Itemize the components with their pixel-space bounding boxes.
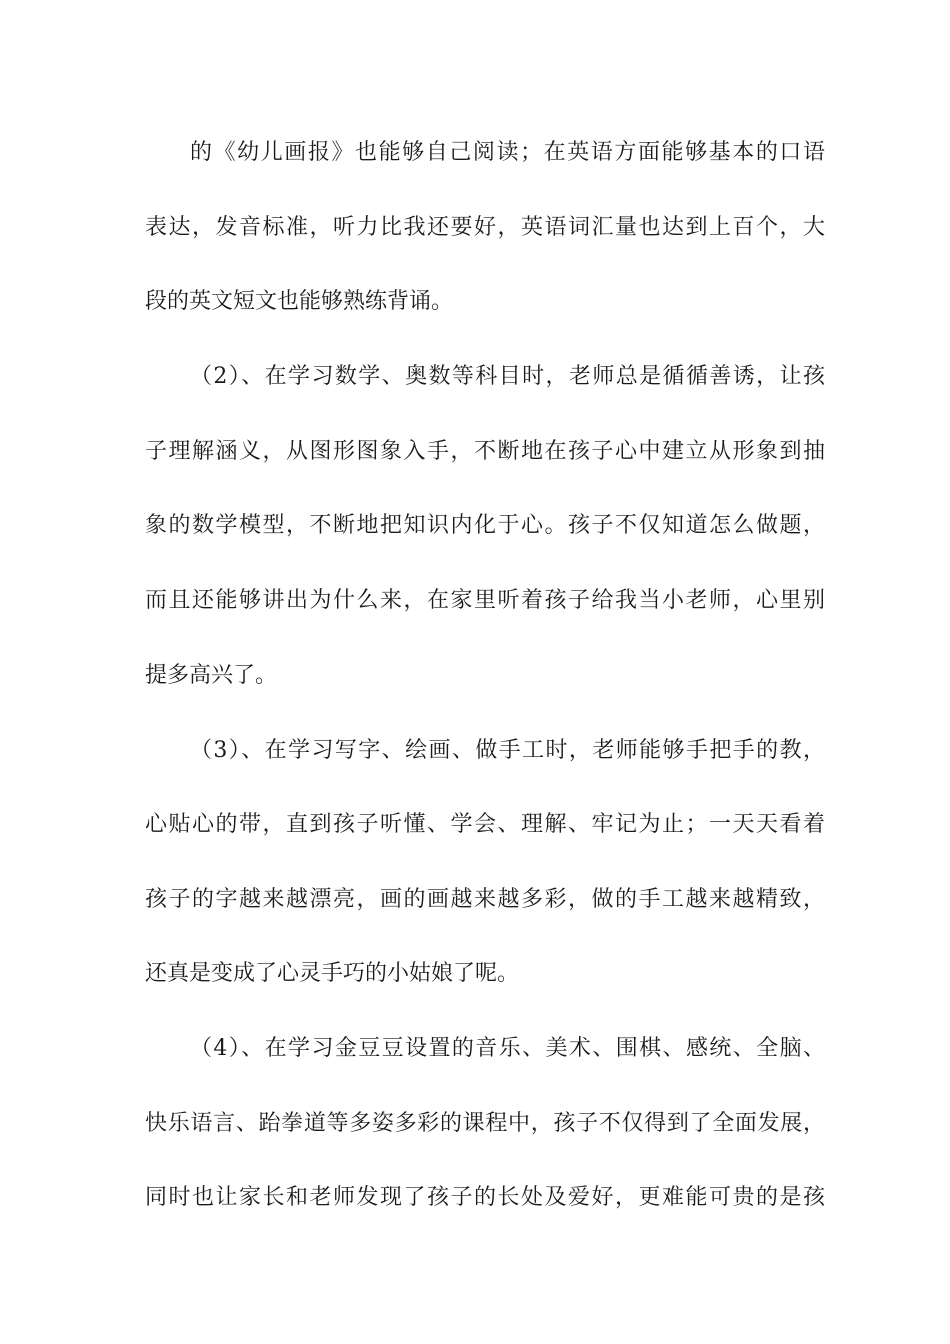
paragraph-line: 心贴心的带，直到孩子听懂、学会、理解、牢记为止；一天天看着	[145, 812, 825, 837]
paragraph-line: （4）、在学习金豆豆设置的音乐、美术、围棋、感统、全脑、	[190, 1036, 825, 1061]
paragraph-line: 表达，发音标准，听力比我还要好，英语词汇量也达到上百个，大	[145, 215, 825, 240]
paragraph-line: 子理解涵义，从图形图象入手，不断地在孩子心中建立从形象到抽	[145, 439, 825, 464]
paragraph-line: 孩子的字越来越漂亮，画的画越来越多彩，做的手工越来越精致，	[145, 887, 825, 912]
paragraph-line: 象的数学模型，不断地把知识内化于心。孩子不仅知道怎么做题，	[145, 513, 825, 538]
paragraph-line: 的《幼儿画报》也能够自己阅读；在英语方面能够基本的口语	[190, 140, 825, 165]
paragraph-line: 段的英文短文也能够熟练背诵。	[145, 289, 454, 314]
paragraph-line: （2）、在学习数学、奥数等科目时，老师总是循循善诱，让孩	[190, 364, 825, 389]
paragraph-line: 同时也让家长和老师发现了孩子的长处及爱好，更难能可贵的是孩	[145, 1185, 825, 1210]
paragraph-line: （3）、在学习写字、绘画、做手工时，老师能够手把手的教，	[190, 738, 825, 763]
paragraph-line: 提多高兴了。	[145, 663, 278, 688]
paragraph-line: 而且还能够讲出为什么来，在家里听着孩子给我当小老师，心里别	[145, 588, 825, 613]
paragraph-line: 还真是变成了心灵手巧的小姑娘了呢。	[145, 961, 520, 986]
paragraph-line: 快乐语言、跆拳道等多姿多彩的课程中，孩子不仅得到了全面发展，	[145, 1111, 825, 1136]
